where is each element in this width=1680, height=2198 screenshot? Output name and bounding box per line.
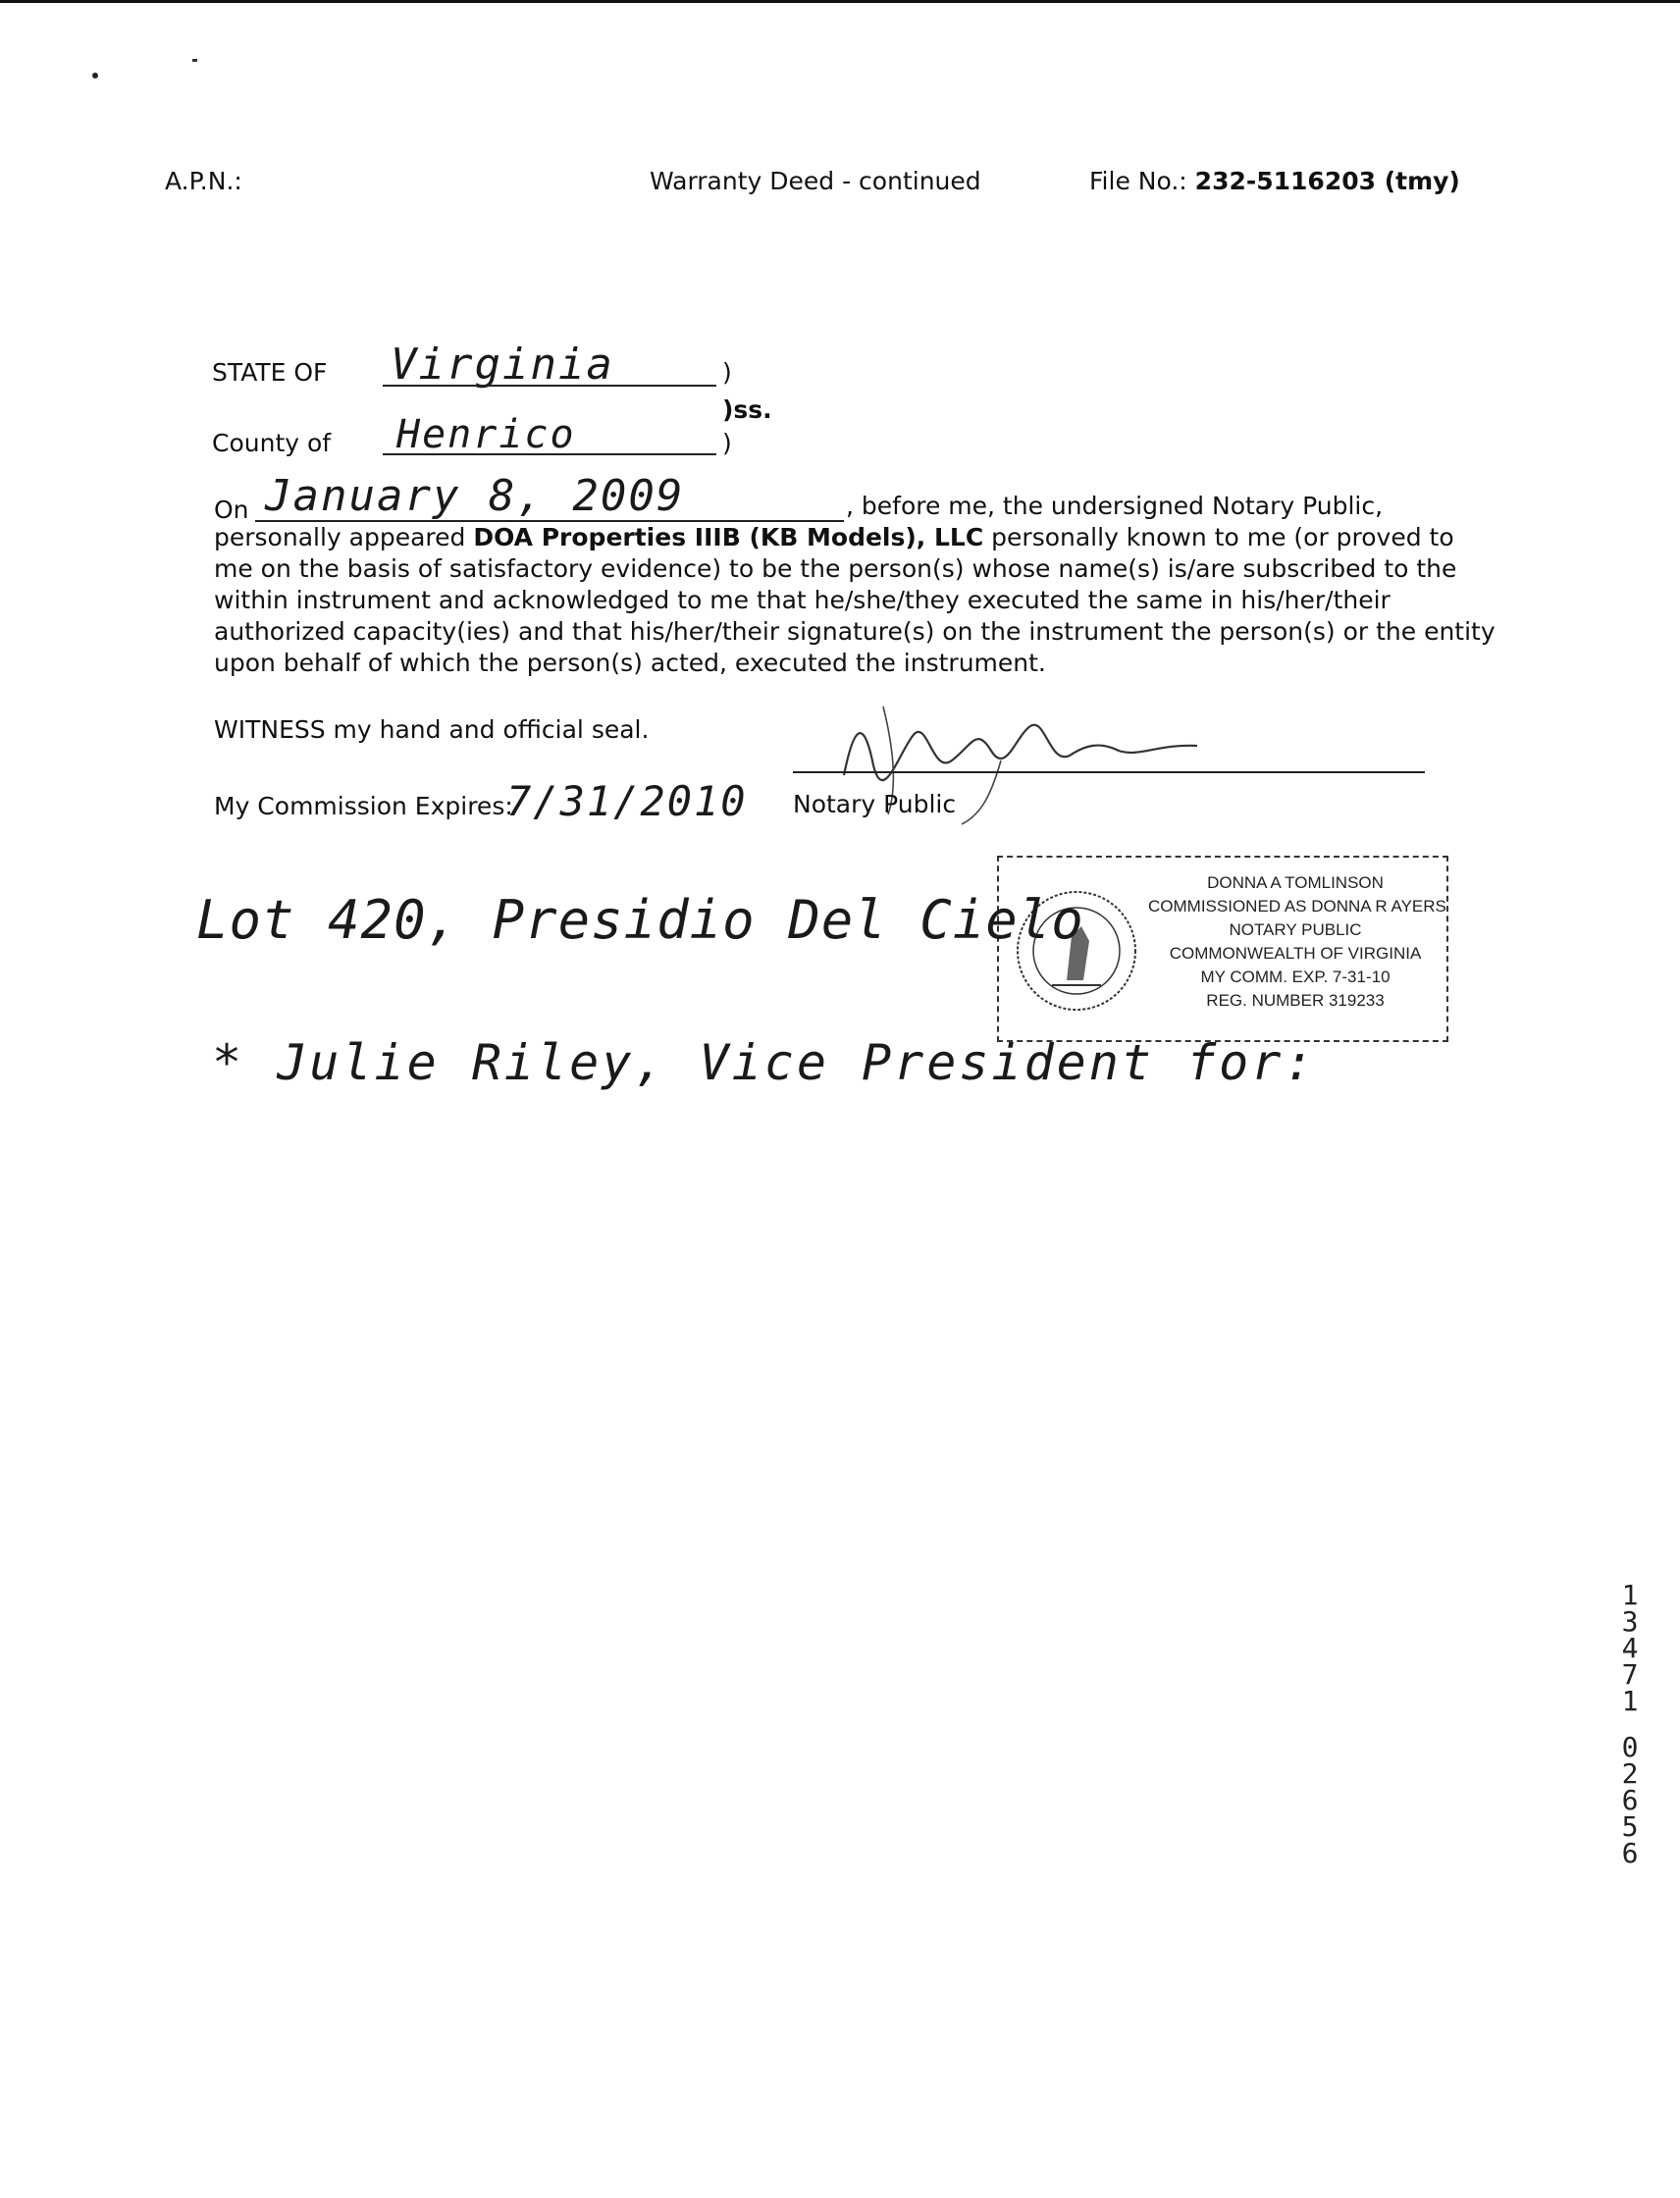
- state-label: STATE OF: [212, 358, 328, 387]
- file-label: File No.:: [1089, 167, 1187, 195]
- apn-label: A.P.N.:: [165, 167, 242, 195]
- entity-name: DOA Properties IIIB (KB Models), LLC: [473, 523, 984, 551]
- ack-line-3: me on the basis of satisfactory evidence) to be the person(s) whose name(s) is/are subscribed to the: [214, 554, 1457, 583]
- on-label: On: [214, 496, 249, 524]
- side-digit: 4: [1621, 1632, 1639, 1664]
- ss-label: )ss.: [722, 395, 772, 424]
- side-digit: 6: [1621, 1784, 1639, 1816]
- commission-label: My Commission Expires:: [214, 792, 513, 820]
- side-digit: 6: [1621, 1837, 1639, 1869]
- state-value: Virginia: [391, 340, 614, 390]
- ack-line-5: authorized capacity(ies) and that his/her/their signature(s) on the instrument the person(s) or the entity: [214, 617, 1496, 646]
- stamp-text: [1148, 871, 1446, 1013]
- side-digit: 7: [1621, 1658, 1639, 1691]
- stamp-line: REG. NUMBER 319233: [1206, 991, 1385, 1010]
- state-paren: ): [722, 358, 732, 387]
- stamp-line: DONNA A TOMLINSON: [1207, 873, 1384, 892]
- county-paren: ): [722, 429, 732, 457]
- file-number-line: [1089, 167, 1460, 195]
- state-underline: [383, 385, 716, 387]
- side-digit: 2: [1621, 1757, 1639, 1790]
- side-digit: 1: [1621, 1685, 1639, 1717]
- county-value: Henrico: [396, 412, 576, 457]
- handwritten-lot: Lot 420, Presidio Del Cielo: [196, 889, 1084, 951]
- side-document-number: [1615, 1579, 1645, 1869]
- ack-line-6: upon behalf of which the person(s) acted, executed the instrument.: [214, 649, 1046, 677]
- stamp-line: COMMISSIONED AS DONNA R AYERS: [1148, 897, 1446, 916]
- ack-line-4: within instrument and acknowledged to me that he/she/they executed the same in his/her/their: [214, 586, 1391, 614]
- side-digit: 1: [1621, 1579, 1639, 1611]
- ack-line-1: , before me, the undersigned Notary Public,: [846, 492, 1384, 520]
- notary-public-label: Notary Public: [793, 790, 957, 818]
- commission-date: 7/31/2010: [506, 777, 748, 825]
- side-digit: 3: [1621, 1605, 1639, 1638]
- scan-top-edge: [0, 0, 1680, 3]
- ack-line-2: [214, 522, 1454, 553]
- scan-speck: [192, 59, 197, 62]
- scan-speck: [92, 73, 98, 78]
- county-label: County of: [212, 429, 332, 457]
- acknowledgment-date: January 8, 2009: [265, 471, 685, 521]
- ack-line-2-pre: personally appeared: [214, 523, 474, 551]
- stamp-line: NOTARY PUBLIC: [1229, 920, 1362, 939]
- signature-line: [793, 771, 1425, 773]
- file-number: 232-5116203 (tmy): [1194, 167, 1460, 195]
- ack-line-2-post: personally known to me (or proved to: [983, 523, 1454, 551]
- stamp-line: COMMONWEALTH OF VIRGINIA: [1169, 944, 1422, 963]
- side-digit: 5: [1621, 1810, 1639, 1843]
- document-title: Warranty Deed - continued: [650, 167, 981, 195]
- county-underline: [383, 453, 716, 455]
- handwritten-signer: * Julie Riley, Vice President for:: [212, 1034, 1317, 1091]
- witness-text: WITNESS my hand and official seal.: [214, 715, 650, 744]
- side-digit: 0: [1621, 1731, 1639, 1763]
- stamp-line: MY COMM. EXP. 7-31-10: [1200, 968, 1391, 986]
